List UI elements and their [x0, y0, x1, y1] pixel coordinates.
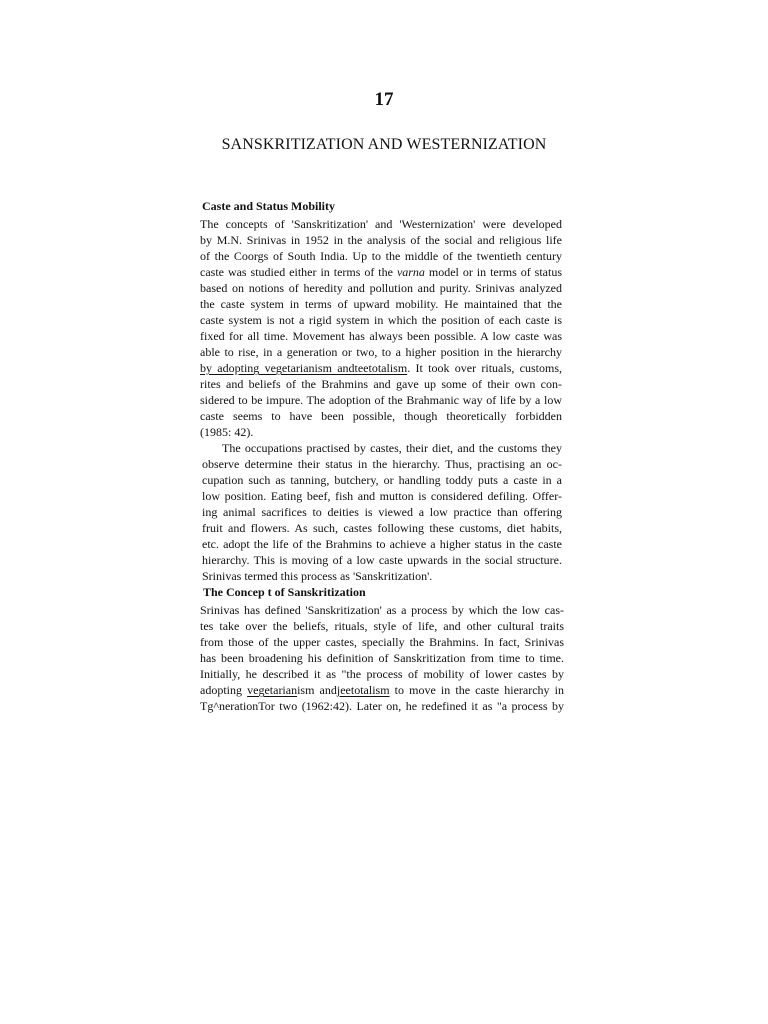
text-line: fruit and flowers. As such, castes following these customs, diet habits, [202, 521, 562, 535]
chapter-number: 17 [374, 89, 394, 110]
text-run: tes take over the beliefs, rituals, style of life, and other cultural traits [200, 619, 564, 633]
text-line [200, 232, 562, 248]
text-line: observe determine their status in the hierarchy. Thus, practising an oc- [202, 457, 562, 471]
text-run: fixed for all time. Movement has always been possible. A low caste was [200, 329, 562, 343]
text-line [200, 392, 562, 408]
chapter-title: SANSKRITIZATION AND WESTERNIZATION [221, 136, 547, 153]
underlined-phrase: by adopting vegetarianism andteetotalism [200, 361, 408, 375]
text-run: caste seems to have been possible, though theoretically forbidden [200, 409, 562, 423]
text-line: low position. Eating beef, fish and mutton is considered defiling. Offer- [202, 489, 562, 503]
text-line [200, 248, 562, 264]
text-line [200, 264, 562, 280]
text-line [200, 666, 564, 682]
text-line: The occupations practised by castes, their diet, and the customs they [222, 441, 562, 455]
italic-term: varna [396, 265, 425, 279]
underlined-phrase: jeetotalism [336, 683, 390, 697]
text-run: the caste system in terms of upward mobility. He maintained that the [200, 297, 562, 311]
text-line [200, 698, 564, 714]
text-run: Tg^nerationTor two (1962:42). Later on, he redefined it as "a process by [200, 699, 564, 713]
text-run: rites and beliefs of the Brahmins and gave up some of their own con- [200, 377, 562, 391]
text-line: cupation such as tanning, butchery, or handling toddy puts a caste in a [202, 473, 562, 487]
text-run: (1985: 42). [200, 425, 254, 439]
text-line [200, 312, 562, 328]
text-line [200, 280, 562, 296]
text-run: of the Coorgs of South India. Up to the middle of the twentieth century [200, 249, 562, 263]
text-line [200, 296, 562, 312]
text-run: The concepts of 'Sanskritization' and 'Westernization' were developed [200, 217, 562, 231]
text-line [200, 602, 564, 618]
text-run: sidered to be impure. The adoption of the Brahmanic way of life by a low [200, 393, 562, 407]
text-run: Initially, he described it as "the process of mobility of lower castes by [200, 667, 564, 681]
section-heading-concept-sanskritization: The Concep t of Sanskritization [203, 585, 366, 599]
text-line [200, 344, 562, 360]
text-run: from those of the upper castes, specially the Brahmins. In fact, Srinivas [200, 635, 564, 649]
text-line: etc. adopt the life of the Brahmins to achieve a higher status in the caste [202, 537, 562, 551]
text-run: caste system is not a rigid system in which the position of each caste is [200, 313, 562, 327]
text-run: Srinivas has defined 'Sanskritization' as a process by which the low cas- [200, 603, 564, 617]
text-run: ism and [297, 683, 337, 697]
text-run: adopting [200, 683, 248, 697]
text-line [200, 682, 564, 698]
text-run: based on notions of heredity and pollution and purity. Srinivas analyzed [200, 281, 562, 295]
text-run: by M.N. Srinivas in 1952 in the analysis of the social and religious life [200, 233, 562, 247]
text-run: able to rise, in a generation or two, to a higher position in the hierarchy [200, 345, 562, 359]
text-line: Srinivas termed this process as 'Sanskritization'. [202, 569, 433, 583]
text-line [200, 216, 562, 232]
text-run: model or in terms of status [424, 265, 562, 279]
text-line [200, 650, 564, 666]
section-heading-caste-mobility: Caste and Status Mobility [202, 199, 336, 213]
text-line [200, 618, 564, 634]
text-line [200, 328, 562, 344]
underlined-phrase: vegetarian [247, 683, 298, 697]
text-line [200, 376, 562, 392]
text-run: has been broadening his definition of Sanskritization from time to time. [200, 651, 564, 665]
text-run: . It took over rituals, customs, [407, 361, 562, 375]
text-run: to move in the caste hierarchy in [389, 683, 565, 697]
text-line [200, 408, 562, 424]
text-run: caste was studied either in terms of the [200, 265, 397, 279]
text-line: hierarchy. This is moving of a low caste upwards in the social structure. [202, 553, 562, 567]
text-line: ing animal sacrifices to deities is viewed a low practice than offering [202, 505, 562, 519]
text-line [200, 424, 562, 440]
text-line [200, 634, 564, 650]
text-line [200, 360, 562, 376]
